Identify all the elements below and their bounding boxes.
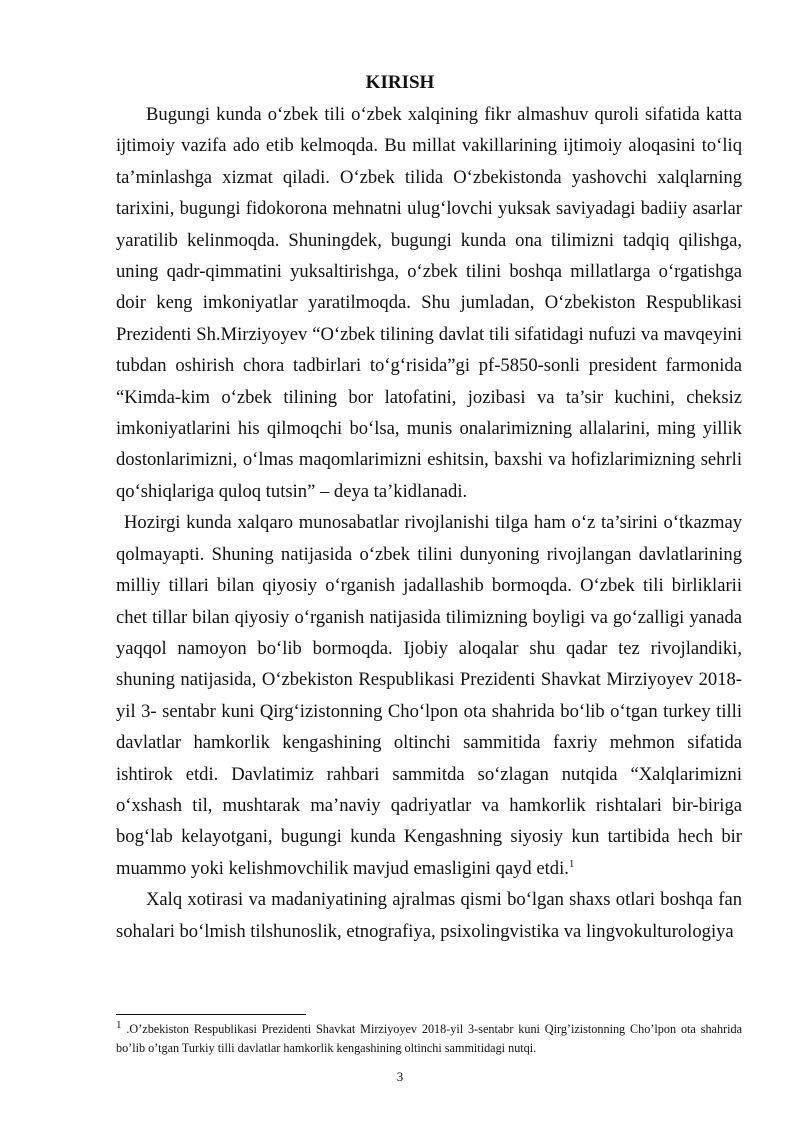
- paragraph-1-text: Bugungi kunda o‘zbek tili o‘zbek xalqining fikr almashuv quroli sifatida katta ijtimoiy vazifa ado etib kelmoqda. Bu millat vakillarining ijtimoiy aloqasini to‘liq ta’minlashga xizmat qiladi. O‘zbek tilida O‘zbekistonda yashovchi xalqlarning tarixini, bugungi fidokorona mehnatni ulug‘lovchi yuksak saviyadagi badiiy asarlar yaratilib kelinmoqda. Shuningdek, bugungi kunda ona tilimizni tadqiq qilishga, uning qadr-qimmatini yuksaltirishga, o‘zbek tilini boshqa millatlarga o‘rgatishga doir keng imkoniyatlar yaratilmoqda. Shu jumladan, O‘zbekiston Respublikasi Prezidenti Sh.Mirziyoyev “O‘zbek tilining davlat tili sifatidagi nufuzi va mavqeyini tubdan oshirish chora tadbirlari to‘g‘risida”gi pf-5850-sonli president farmonida “Kimda-kim o‘zbek tilining bor latofatini, jozibasi va ta’sir kuchini, cheksiz imkoniyatlarini his qilmoqchi bo‘lsa, munis onalarimizning allalarini, ming yillik dostonlarimizni, o‘lmas maqomlarimizni eshitsin, baxshi va hofizlarimizning sehrli qo‘shiqlariga quloq tutsin” – deya ta’kidlanadi.: [116, 104, 742, 502]
- footnote-mark: 1: [116, 1018, 122, 1031]
- paragraph-3: [116, 884, 742, 947]
- footnote-reference[interactable]: 1: [568, 857, 575, 870]
- footnote-item: [116, 1020, 742, 1058]
- paragraph-3-text: Xalq xotirasi va madaniyatining ajralmas qismi bo‘lgan shaxs otlari boshqa fan sohalari bo‘lmish tilshunoslik, etnografiya, psixolingvistika va lingvokulturologiya: [116, 889, 742, 942]
- footnote-divider: [116, 1014, 306, 1015]
- section-title: KIRISH: [365, 72, 435, 93]
- footnote-text: .O’zbekiston Respublikasi Prezidenti Shavkat Mirziyoyev 2018-yil 3-sentabr kuni Qirg’izistonning Cho’lpon ota shahrida bo’lib o’tgan Turkiy tilli davlatlar hamkorlik kengashining oltinchi sammitidagi nutqi.: [116, 1022, 742, 1055]
- paragraph-2: [116, 507, 742, 884]
- paragraph-2-text: Hozirgi kunda xalqaro munosabatlar rivojlanishi tilga ham o‘z ta’sirini o‘tkazmay qolmayapti. Shuning natijasida o‘zbek tilini dunyoning rivojlangan davlatlarining milliy tillari bilan qiyosiy o‘rganish jadallashib bormoqda. O‘zbek tili birliklarii chet tillar bilan qiyosiy o‘rganish natijasida tilimizning boyligi va go‘zalligi yanada yaqqol namoyon bo‘lib bormoqda. Ijobiy aloqalar shu qadar tez rivojlandiki, shuning natijasida, O‘zbekiston Respublikasi Prezidenti Shavkat Mirziyoyev 2018-yil 3- sentabr kuni Qirg‘izistonning Cho‘lpon ota shahrida bo‘lib o‘tgan turkey tilli davlatlar hamkorlik kengashining oltinchi sammitida faxriy mehmon sifatida ishtirok etdi. Davlatimiz rahbari sammitda so‘zlagan nutqida “Xalqlarimizni o‘xshash til, mushtarak ma’naviy qadriyatlar va hamkorlik rishtalari bir-biriga bog‘lab kelayotgani, bugungi kunda Kengashning siyosiy kun tartibida hech bir muammo yoki kelishmovchilik mavjud emasligini qayd etdi.: [116, 512, 742, 879]
- page-number: 3: [396, 1069, 404, 1084]
- paragraph-1: [116, 99, 742, 507]
- footnote: [116, 1020, 742, 1058]
- body-text: [116, 99, 742, 947]
